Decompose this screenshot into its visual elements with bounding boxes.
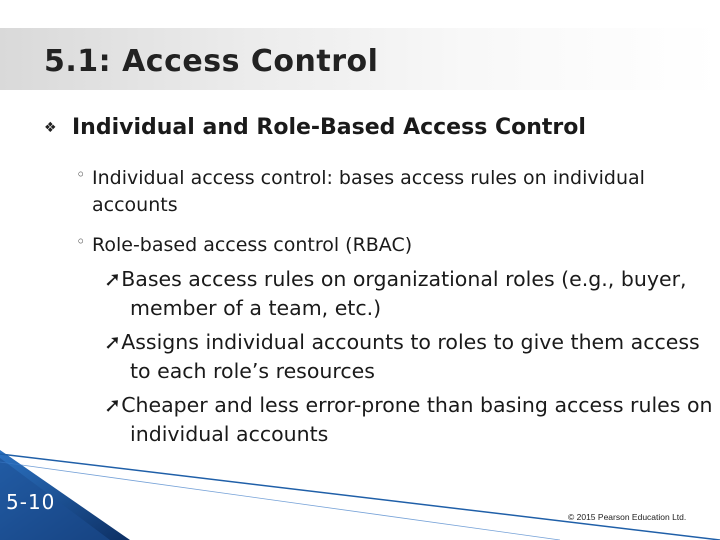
list-item-text: Individual access control: bases access rules on individual accounts (92, 167, 645, 216)
heading-bullet-icon: ❖ (44, 120, 57, 136)
section-heading: Individual and Role-Based Access Control (72, 115, 586, 140)
swoosh-bullet-icon: ➚ (104, 267, 122, 291)
copyright-notice: © 2015 Pearson Education Ltd. (568, 512, 687, 522)
page-number: 5-10 (6, 490, 56, 514)
sub-list-item-text: Bases access rules on organizational roles (e.g., buyer, member of a team, etc.) (121, 267, 687, 320)
swoosh-bullet-icon: ➚ (104, 393, 122, 417)
swoosh-bullet-icon: ➚ (104, 330, 122, 354)
circle-bullet-icon: ◦ (76, 232, 86, 251)
list-item-text: Role-based access control (RBAC) (92, 234, 413, 256)
corner-decoration (0, 450, 720, 540)
sub-list-item-text: Cheaper and less error-prone than basing access rules on individual accounts (121, 393, 713, 446)
sub-list-item-text: Assigns individual accounts to roles to give them access to each role’s resources (121, 330, 700, 383)
circle-bullet-icon: ◦ (76, 165, 86, 184)
slide-title: 5.1: Access Control (44, 44, 379, 79)
